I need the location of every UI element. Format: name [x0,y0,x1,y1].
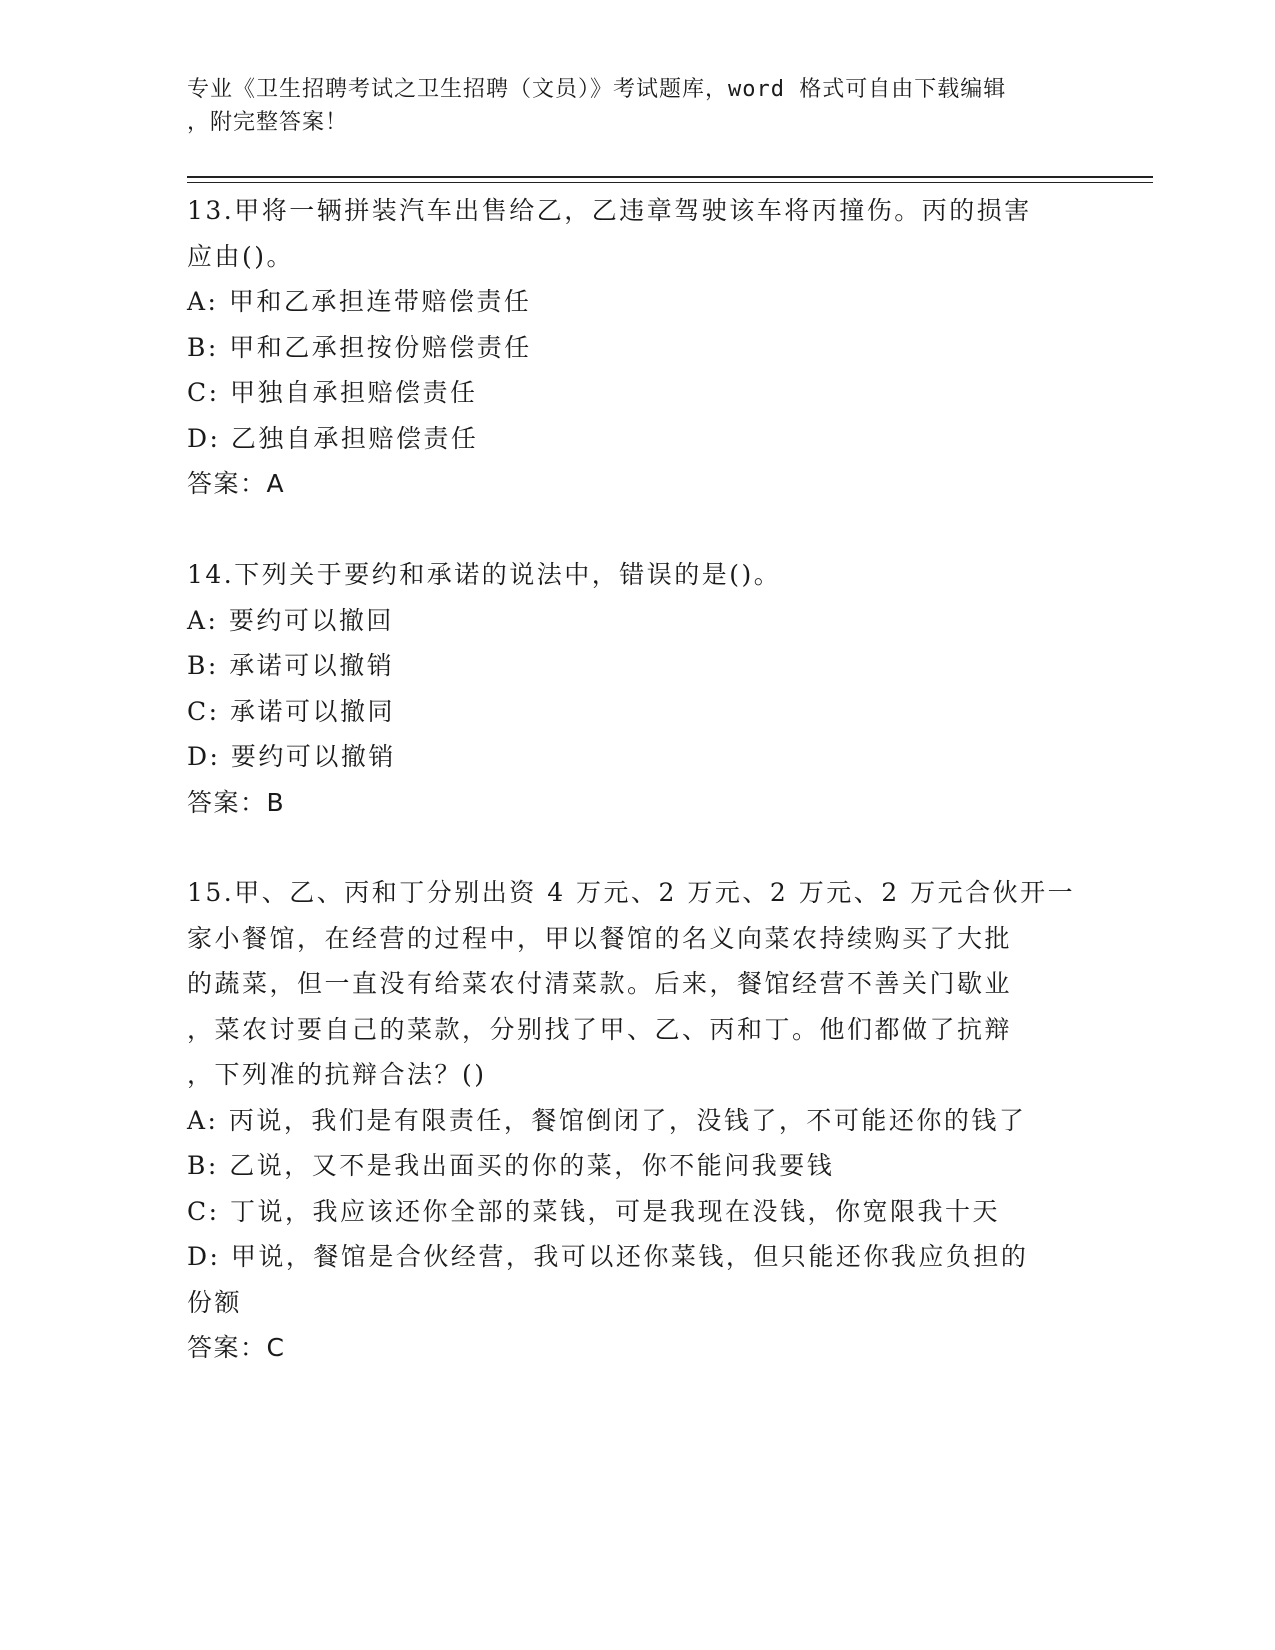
answer-line: 答案：C [187,1333,286,1362]
option-d: D: 甲说，餐馆是合伙经营，我可以还你菜钱，但只能还你我应负担的 [187,1242,1029,1271]
question-stem: 13.甲将一辆拼装汽车出售给乙，乙违章驾驶该车将丙撞伤。丙的损害 [187,196,1032,225]
option-b: B: 承诺可以撤销 [187,651,395,680]
question-stem: ，菜农讨要自己的菜款，分别找了甲、乙、丙和丁。他们都做了抗辩 [187,1014,1013,1044]
question-stem: 15.甲、乙、丙和丁分别出资 4 万元、2 万元、2 万元、2 万元合伙开一 [187,878,1076,907]
question-stem: 的蔬菜，但一直没有给菜农付清菜款。后来，餐馆经营不善关门歇业 [187,969,1013,998]
question-stem: 家小餐馆，在经营的过程中，甲以餐馆的名义向菜农持续购买了大批 [187,923,1013,953]
header-line-1: 专业《卫生招聘考试之卫生招聘（文员）》考试题库，word 格式可自由下载编辑 [187,77,1007,102]
header-rule-thin [187,182,1153,183]
option-c: C: 甲独自承担赔偿责任 [187,378,478,407]
question-14 [187,552,1087,825]
option-a: A: 要约可以撤回 [187,605,394,635]
header-rule-thick [187,176,1153,178]
question-15 [187,870,1087,1371]
option-b: B: 乙说，又不是我出面买的你的菜，你不能问我要钱 [187,1151,835,1180]
option-a: A: 甲和乙承担连带赔偿责任 [187,287,532,316]
answer-line: 答案：A [187,469,286,498]
option-c: C: 承诺可以撤同 [187,696,395,726]
question-stem: ，下列准的抗辩合法？() [187,1060,487,1089]
option-a: A: 丙说，我们是有限责任，餐馆倒闭了，没钱了，不可能还你的钱了 [187,1105,1027,1135]
question-stem: 应由()。 [187,241,295,271]
option-c: C: 丁说，我应该还你全部的菜钱，可是我现在没钱，你宽限我十天 [187,1196,1001,1226]
answer-line: 答案：B [187,787,286,817]
option-d: D: 乙独自承担赔偿责任 [187,423,479,453]
option-b: B: 甲和乙承担按份赔偿责任 [187,332,532,362]
document-header [187,73,1067,139]
question-stem: 14.下列关于要约和承诺的说法中，错误的是()。 [187,560,782,589]
option-d: D: 要约可以撤销 [187,742,396,771]
header-line-2: ，附完整答案！ [187,110,349,135]
option-d-continued: 份额 [187,1287,243,1317]
question-13 [187,188,1087,507]
